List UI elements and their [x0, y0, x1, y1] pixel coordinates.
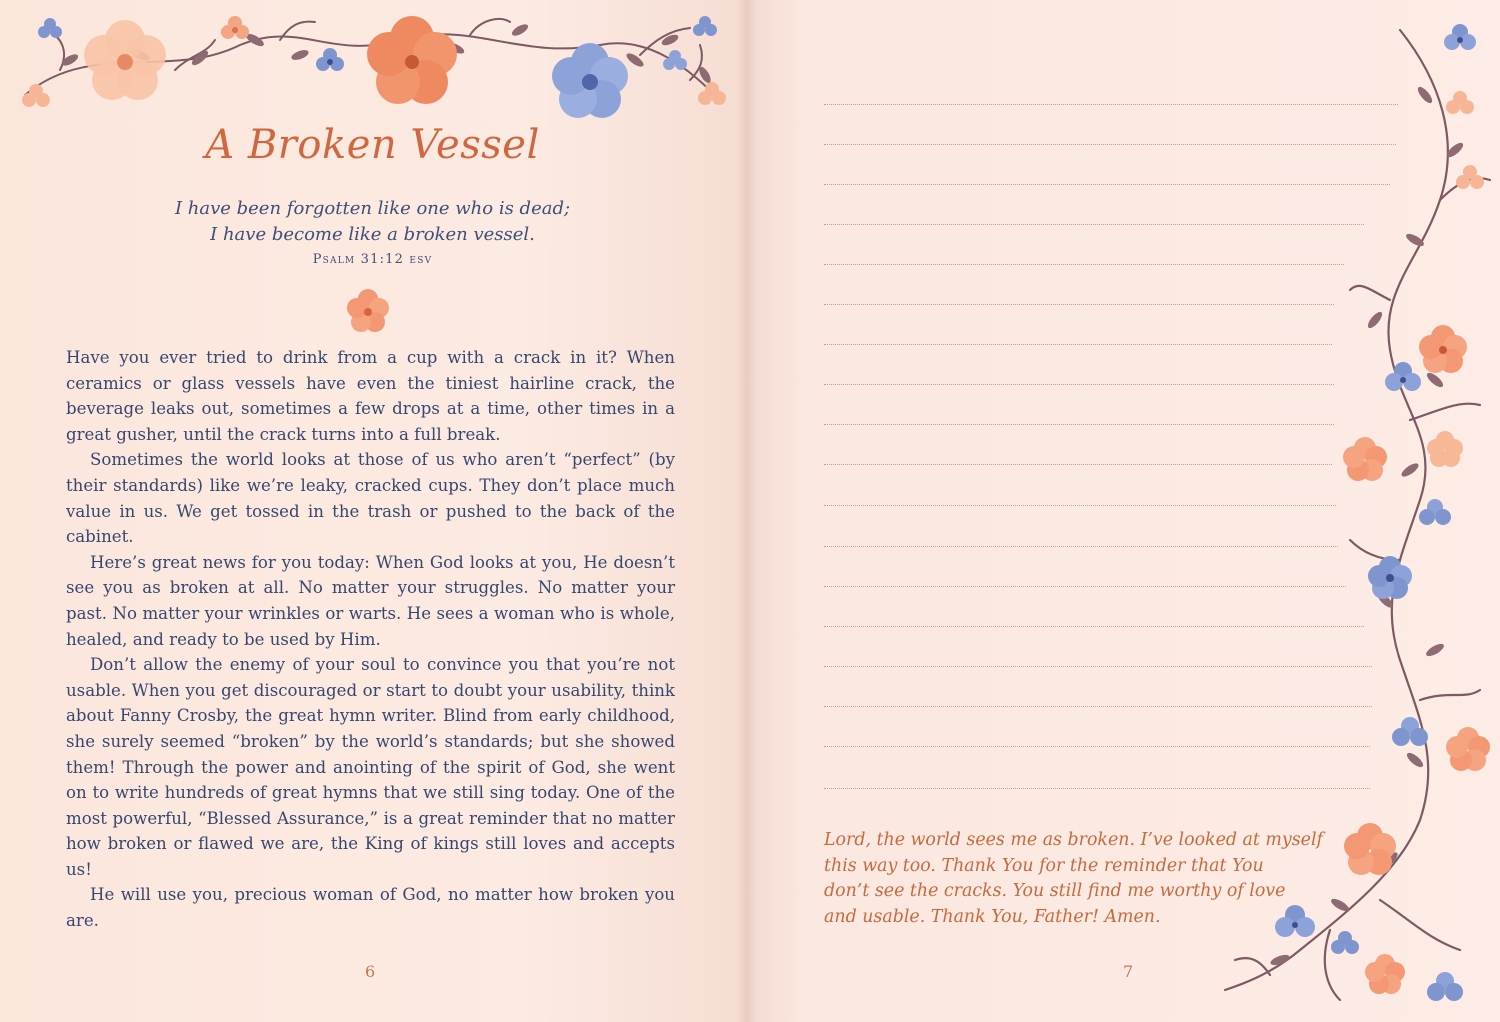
devotion-body [66, 345, 675, 934]
page-number-left: 6 [365, 962, 376, 981]
verse-line: I have been forgotten like one who is dead; [174, 198, 571, 219]
prayer-line: this way too. Thank You for the reminder that You [824, 855, 1264, 876]
body-paragraph: Don’t allow the enemy of your soul to convince you that you’re not usable. When you get discouraged or start to doubt your usability, think about Fanny Crosby, the great hymn writer. Blind from early childhood, she surely seemed “broken” by the world’s standards; but she showed them! Through the power and anointing of the spirit of God, she went on to write hundreds of great hymns that we still sing today. One of the most powerful, “Blessed Assurance,” is a great reminder that no matter how broken or flawed we are, the King of kings still loves and accepts us! [66, 655, 675, 879]
prayer-line: don’t see the cracks. You still find me worthy of love [824, 881, 1286, 902]
verse-line: I have become like a broken vessel. [210, 224, 535, 245]
right-floral-vine [1210, 0, 1500, 1022]
body-paragraph: He will use you, precious woman of God, no matter how broken you are. [66, 885, 675, 931]
body-paragraph: Here’s great news for you today: When God looks at you, He doesn’t see you as broken at all. No matter your struggles. No matter your past. No matter your wrinkles or warts. He sees a woman who is whole, healed, and ready to be used by Him. [66, 552, 675, 649]
flower-ornament-icon [343, 288, 393, 336]
prayer-line: and usable. Thank You, Father! Amen. [824, 906, 1161, 927]
body-paragraph: Have you ever tried to drink from a cup with a crack in it? When ceramics or glass vessels have even the tiniest hairline crack, the beverage leaks out, sometimes a few drops at a time, other times in a great gusher, until the crack turns into a full break. [66, 348, 675, 444]
scripture-verse [0, 196, 745, 248]
scripture-reference: Psalm 31:12 esv [312, 252, 433, 267]
devotion-title: A Broken Vessel [205, 122, 540, 168]
body-paragraph: Sometimes the world looks at those of us who aren’t “perfect” (by their standards) like we’re leaky, cracked cups. They don’t place much value in us. We get tossed in the trash or pushed to the back of the cabinet. [66, 450, 675, 547]
top-floral-border [0, 0, 745, 125]
page-number-right: 7 [1123, 962, 1134, 981]
prayer-line: Lord, the world sees me as broken. I’ve looked at myself [824, 830, 1323, 850]
